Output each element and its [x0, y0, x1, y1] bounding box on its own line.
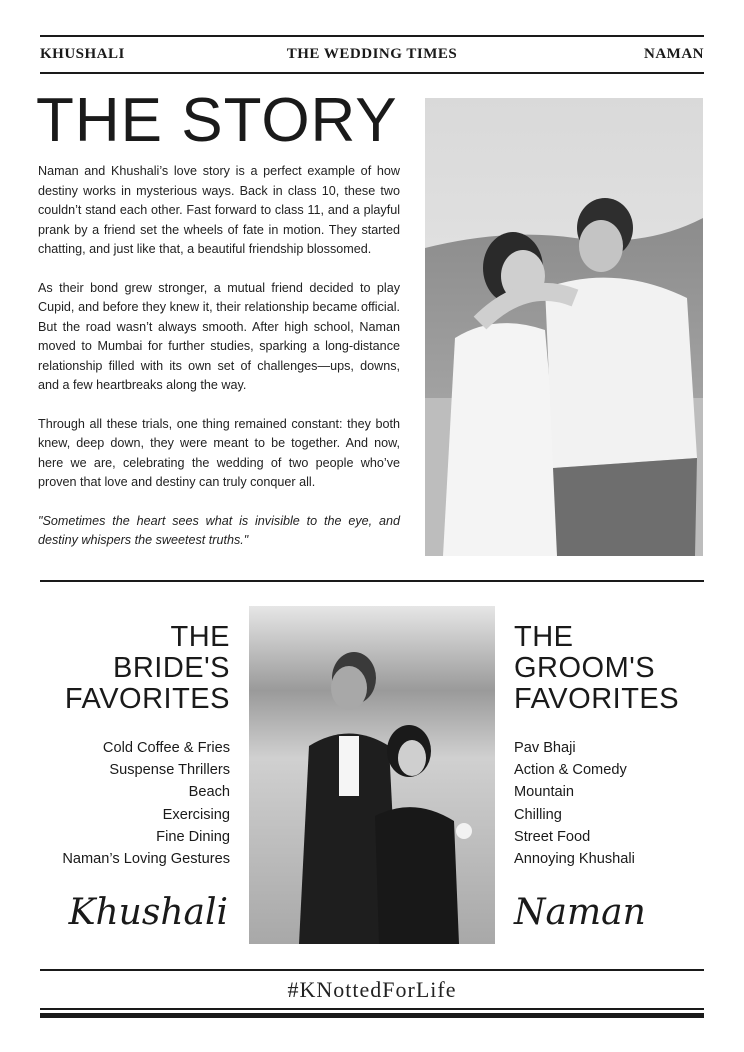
bride-title-line: BRIDE'S: [112, 652, 230, 684]
list-item: Action & Comedy: [514, 762, 627, 779]
groom-signature: Naman: [514, 892, 646, 933]
story-paragraph: As their bond grew stronger, a mutual friend decided to play Cupid, and before they knew it, their relationship became official. But the road wasn’t always smooth. After high school, Naman moved to Mumbai for further studies, sparking a long-distance relationship filled with its own set of challenges—ups, downs, and a few heartbreaks along the way.: [38, 280, 400, 392]
masthead-bottom-rule: [40, 72, 704, 74]
bride-title-line: FAVORITES: [64, 683, 230, 715]
list-item: Chilling: [514, 806, 562, 823]
list-item: Exercising: [162, 806, 230, 823]
bride-favorites-list: [62, 737, 230, 870]
story-body: [38, 162, 400, 570]
list-item: Annoying Khushali: [514, 851, 635, 868]
portrait-photo: [249, 606, 495, 944]
masthead: [40, 38, 704, 72]
list-item: Beach: [188, 784, 230, 801]
footer-bottom-rule-thin: [40, 1008, 704, 1010]
masthead-newspaper-title: THE WEDDING TIMES: [286, 46, 458, 62]
groom-title-line: FAVORITES: [514, 683, 680, 715]
list-item: Naman’s Loving Gestures: [62, 851, 230, 868]
hashtag: #KNottedForLife: [287, 977, 457, 1002]
bride-title-line: THE: [170, 621, 230, 653]
story-quote: "Sometimes the heart sees what is invisible to the eye, and destiny whispers the sweetest truths.": [38, 513, 400, 547]
groom-favorites-title: [514, 622, 679, 715]
groom-title-line: GROOM'S: [514, 652, 656, 684]
list-item: Cold Coffee & Fries: [102, 740, 230, 756]
footer-top-rule: [40, 969, 704, 971]
bride-signature: Khushali: [68, 892, 228, 933]
list-item: Suspense Thrillers: [109, 762, 230, 779]
story-title: THE STORY: [36, 86, 398, 155]
bride-favorites-title: [65, 622, 230, 715]
list-item: Fine Dining: [156, 828, 230, 845]
groom-favorites-list: [514, 737, 635, 870]
list-item: Pav Bhaji: [514, 740, 576, 756]
story-paragraph: Through all these trials, one thing remained constant: they both knew, deep down, they were meant to be together. And now, here we are, celebrating the wedding of two people who’ve proven that love and destiny can truly conquer all.: [38, 416, 400, 489]
section-divider: [40, 580, 704, 582]
couple-photo: [425, 98, 703, 556]
story-paragraph: Naman and Khushali’s love story is a perfect example of how destiny works in mysterious ways. Back in class 10, these two couldn’t stand each other. Fast forward to class 11, and a playful prank by a friend set the wheels of fate in motion. They started chatting, and just like that, a beautiful friendship blossomed.: [38, 164, 400, 256]
list-item: Mountain: [514, 784, 575, 801]
groom-title-line: THE: [514, 621, 574, 653]
footer-bottom-rule-thick: [40, 1013, 704, 1018]
masthead-bride-name: KHUSHALI: [40, 46, 125, 62]
masthead-top-rule: [40, 35, 704, 37]
list-item: Street Food: [514, 828, 591, 845]
masthead-groom-name: NAMAN: [644, 46, 704, 62]
